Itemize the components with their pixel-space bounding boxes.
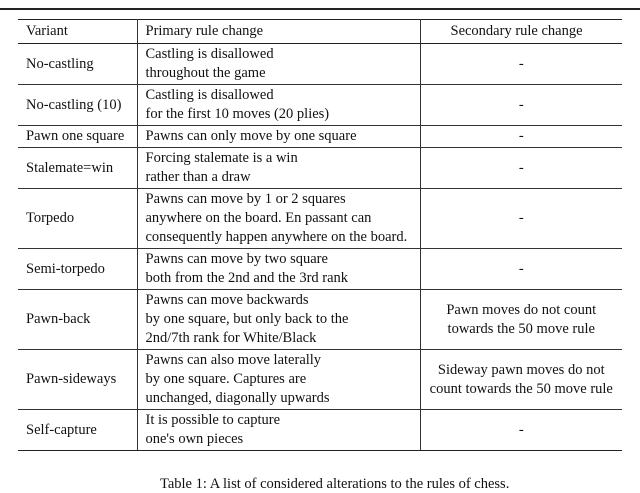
primary-rule-line: Castling is disallowed: [145, 46, 274, 62]
secondary-rule-cell: [420, 85, 622, 126]
variant-cell: Stalemate=win: [18, 148, 137, 189]
primary-rule-cell: [137, 148, 420, 189]
table-row: [18, 126, 622, 148]
secondary-rule-line: -: [518, 421, 524, 438]
primary-rule-line: throughout the game: [145, 65, 266, 81]
table-row: [18, 290, 622, 350]
variants-table: [18, 19, 622, 451]
primary-rule-line: Pawns can move by two square: [145, 251, 328, 267]
secondary-rule-line: towards the 50 move rule: [447, 320, 595, 337]
secondary-rule-cell: [420, 410, 622, 451]
header-primary: Primary rule change: [137, 20, 420, 44]
primary-rule-cell: [137, 410, 420, 451]
primary-rule-line: consequently happen anywhere on the board.: [145, 229, 408, 245]
primary-rule-line: Forcing stalemate is a win: [145, 150, 298, 166]
secondary-rule-line: -: [518, 210, 524, 226]
table-row: [18, 350, 622, 410]
primary-rule-line: 2nd/7th rank for White/Black: [145, 330, 317, 346]
secondary-rule-line: -: [518, 159, 524, 176]
variant-cell: Semi-torpedo: [18, 249, 137, 290]
secondary-rule-cell: [420, 350, 622, 410]
variant-cell: Pawn one square: [18, 126, 137, 148]
primary-rule-line: rather than a draw: [145, 169, 251, 185]
table-row: [18, 189, 622, 249]
primary-rule-line: Pawns can move backwards: [145, 292, 309, 308]
table-body: [18, 44, 622, 451]
primary-rule-cell: [137, 350, 420, 410]
primary-rule-line: one's own pieces: [145, 431, 244, 447]
variant-cell: No-castling (10): [18, 85, 137, 126]
secondary-rule-line: count towards the 50 move rule: [429, 380, 613, 397]
page-header-rule: [0, 8, 640, 10]
variant-cell: Pawn-back: [18, 290, 137, 350]
variant-cell: No-castling: [18, 44, 137, 85]
secondary-rule-line: -: [518, 55, 524, 72]
primary-rule-cell: [137, 290, 420, 350]
table-row: [18, 249, 622, 290]
secondary-rule-cell: [420, 44, 622, 85]
table-row: [18, 148, 622, 189]
variant-cell: Pawn-sideways: [18, 350, 137, 410]
primary-rule-cell: [137, 249, 420, 290]
primary-rule-line: by one square. Captures are: [145, 371, 307, 387]
primary-rule-cell: [137, 85, 420, 126]
primary-rule-line: both from the 2nd and the 3rd rank: [145, 270, 349, 286]
secondary-rule-cell: [420, 249, 622, 290]
table-caption: Table 1: A list of considered alterations to the rules of chess.: [160, 476, 510, 492]
primary-rule-line: Pawns can only move by one square: [145, 128, 357, 144]
secondary-rule-line: Sideway pawn moves do not: [437, 361, 605, 378]
secondary-rule-cell: [420, 126, 622, 148]
primary-rule-cell: [137, 189, 420, 249]
header-secondary: Secondary rule change: [420, 20, 622, 44]
secondary-rule-line: -: [518, 260, 524, 277]
primary-rule-line: by one square, but only back to the: [145, 311, 349, 327]
primary-rule-line: Castling is disallowed: [145, 87, 274, 103]
table-row: [18, 44, 622, 85]
header-variant: Variant: [18, 20, 137, 44]
primary-rule-line: Pawns can also move laterally: [145, 352, 322, 368]
secondary-rule-cell: [420, 148, 622, 189]
primary-rule-line: unchanged, diagonally upwards: [145, 390, 330, 406]
variant-cell: Torpedo: [18, 189, 137, 249]
primary-rule-line: Pawns can move by 1 or 2 squares: [145, 191, 346, 207]
secondary-rule-cell: [420, 290, 622, 350]
primary-rule-cell: [137, 126, 420, 148]
primary-rule-line: It is possible to capture: [145, 412, 281, 428]
secondary-rule-line: -: [518, 96, 524, 113]
primary-rule-cell: [137, 44, 420, 85]
secondary-rule-cell: [420, 189, 622, 249]
primary-rule-line: for the first 10 moves (20 plies): [145, 106, 330, 122]
table-row: [18, 85, 622, 126]
secondary-rule-line: Pawn moves do not count: [446, 301, 597, 318]
secondary-rule-line: -: [518, 128, 524, 144]
variant-cell: Self-capture: [18, 410, 137, 451]
primary-rule-line: anywhere on the board. En passant can: [145, 210, 372, 226]
table-header-row: [18, 20, 622, 44]
table-row: [18, 410, 622, 451]
